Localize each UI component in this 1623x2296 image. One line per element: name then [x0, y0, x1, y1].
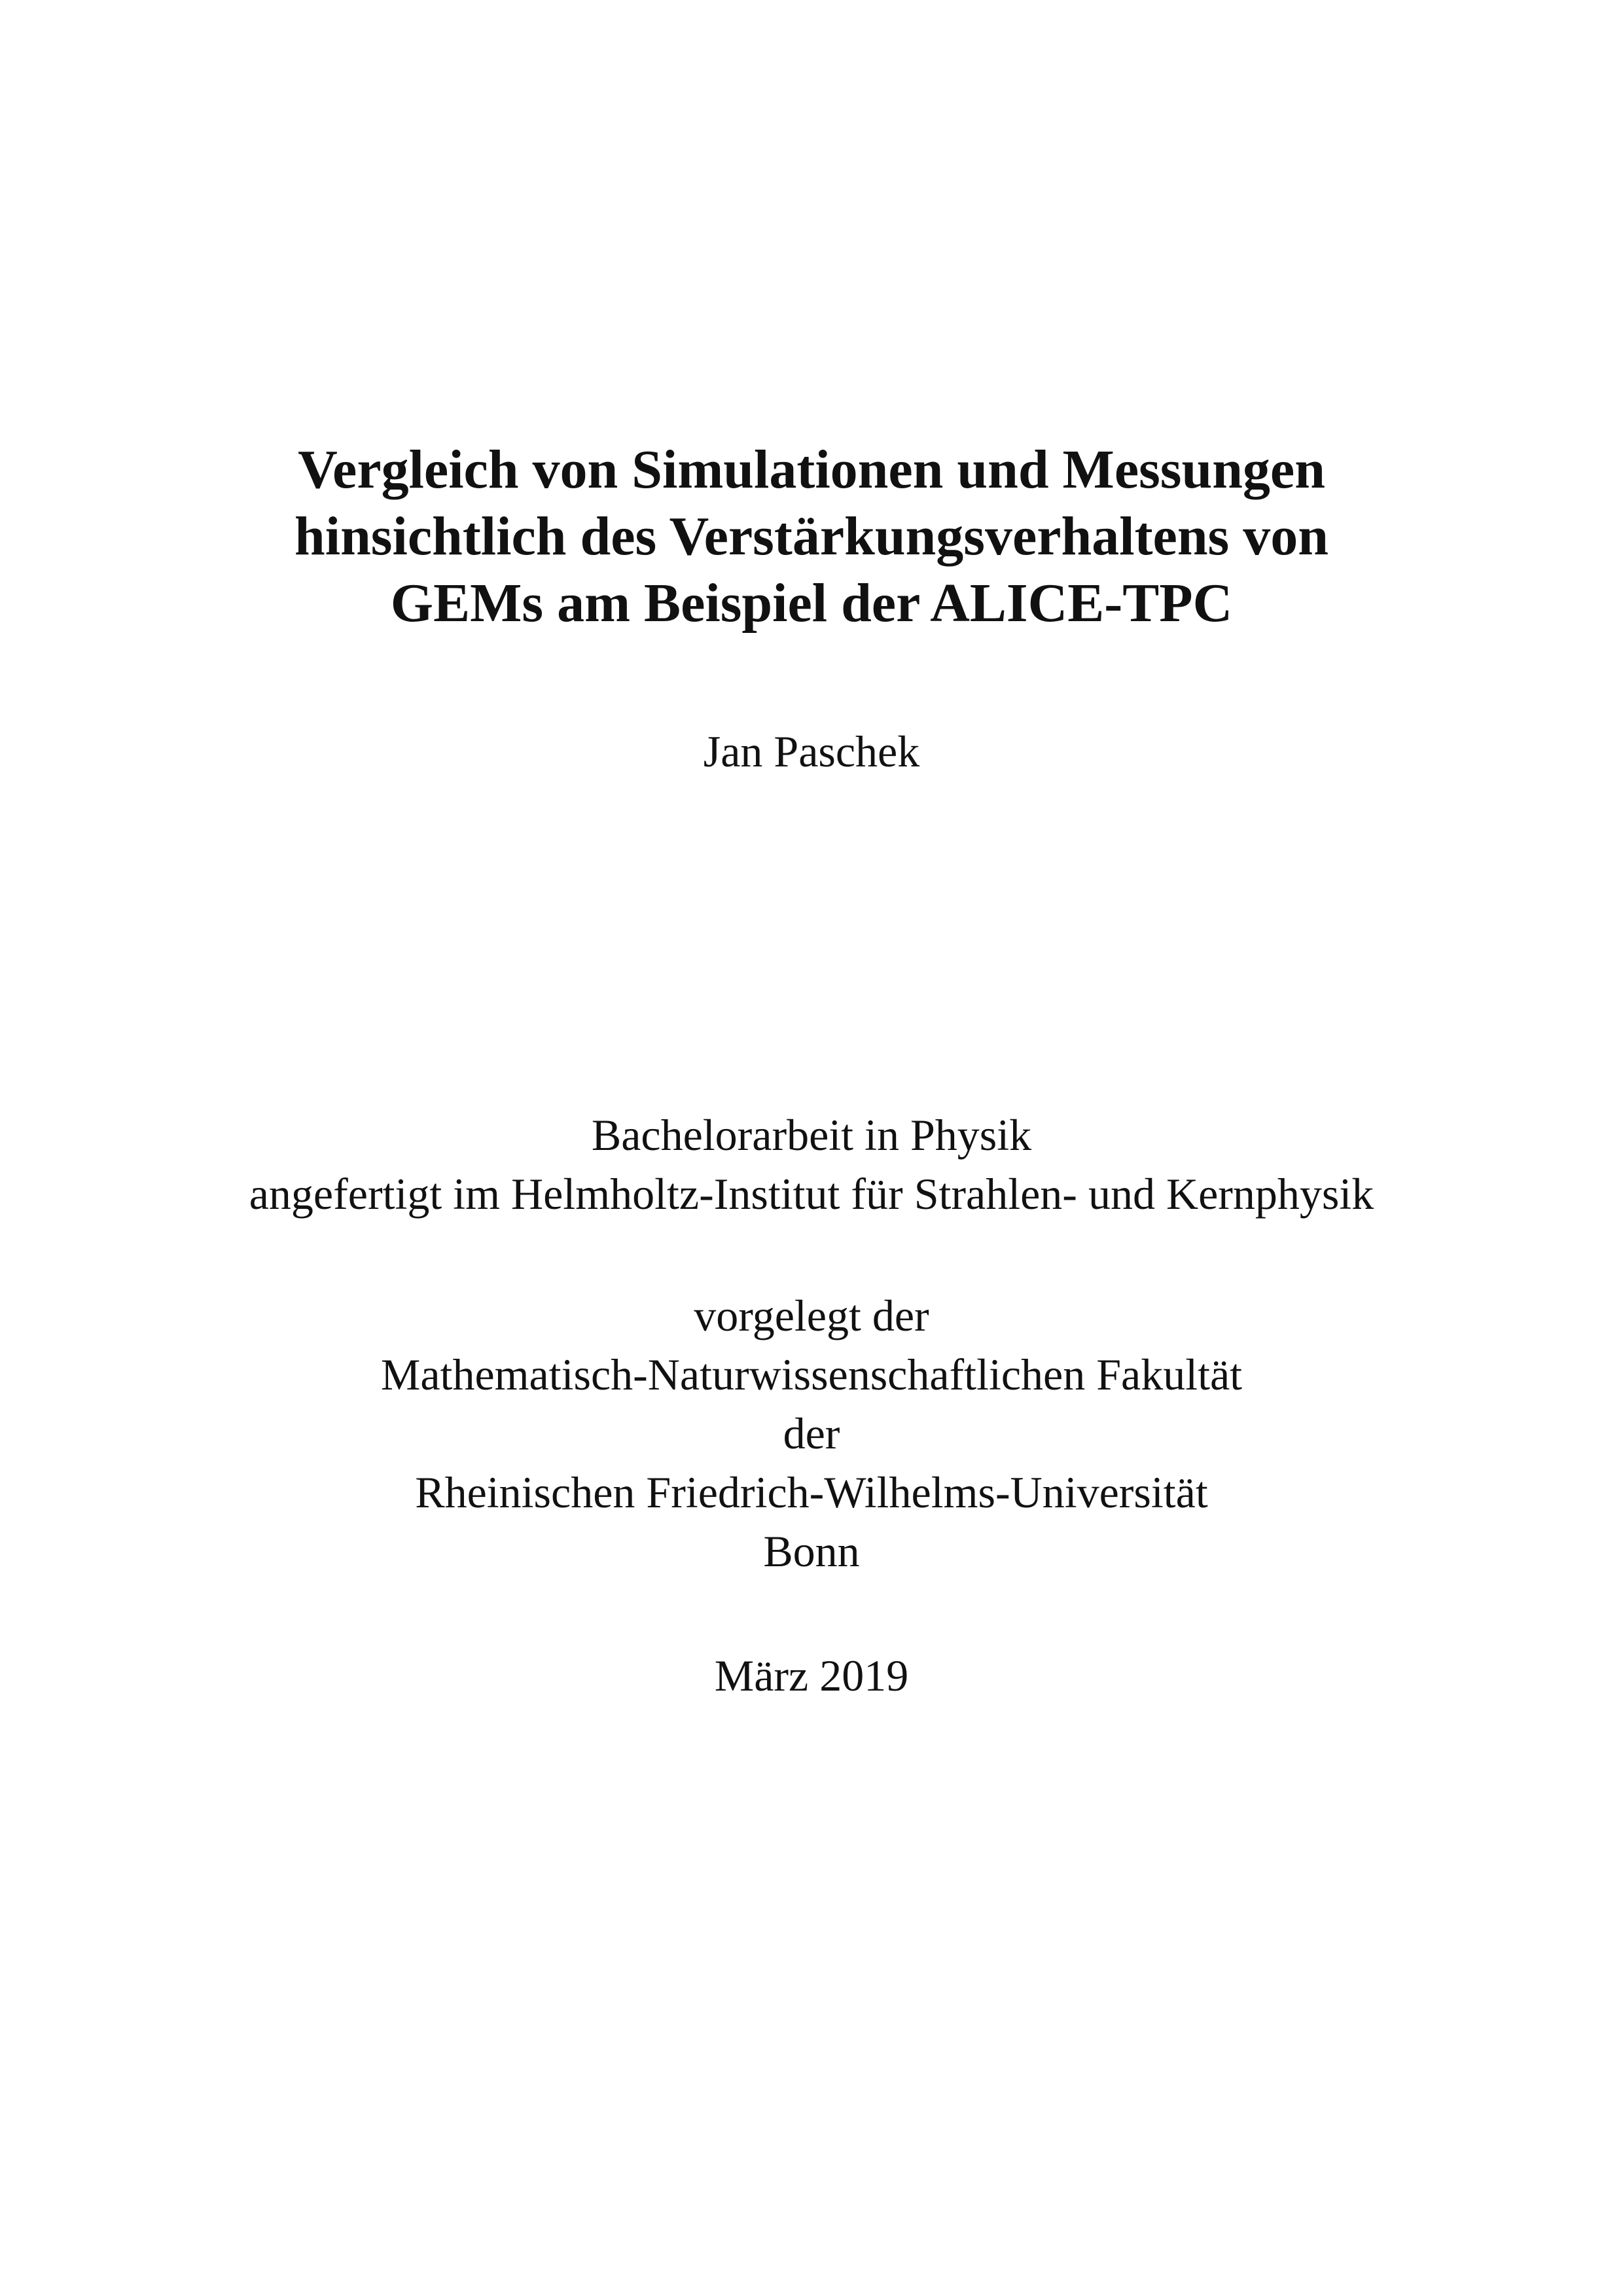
- faculty-connector: der: [783, 1408, 840, 1458]
- city-name: Bonn: [763, 1526, 860, 1576]
- faculty-name: Mathematisch-Naturwissenschaftlichen Fakultät: [380, 1350, 1243, 1399]
- submission-intro: vorgelegt der: [694, 1291, 929, 1340]
- institute-line: angefertigt im Helmholtz-Institut für Strahlen- und Kernphysik: [249, 1169, 1374, 1219]
- submission-date: März 2019: [714, 1651, 909, 1700]
- thesis-type: Bachelorarbeit in Physik: [591, 1110, 1032, 1160]
- thesis-title-line-1: Vergleich von Simulationen und Messungen: [298, 439, 1325, 500]
- author-name: Jan Paschek: [703, 726, 920, 776]
- thesis-title-line-3: GEMs am Beispiel der ALICE-TPC: [390, 573, 1233, 634]
- university-name: Rheinischen Friedrich-Wilhelms-Universität: [415, 1467, 1208, 1517]
- thesis-title-line-2: hinsichtlich des Verstärkungsverhaltens von: [294, 506, 1329, 567]
